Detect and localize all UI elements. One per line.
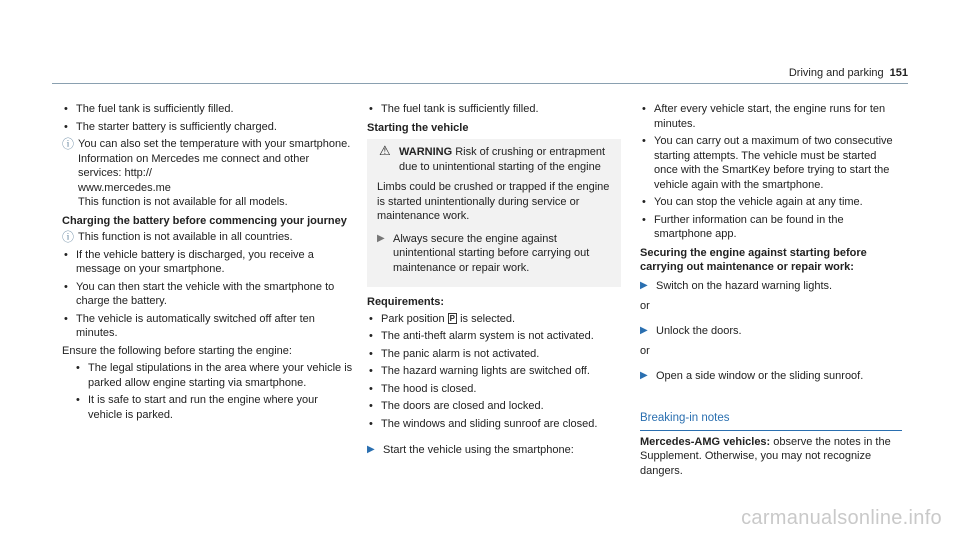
- list-item: • The anti-theft alarm system is not activated.: [367, 329, 621, 344]
- amg-note: [640, 435, 902, 479]
- step-text: Switch on the hazard warning lights.: [656, 279, 833, 292]
- column-1: [62, 102, 354, 425]
- column-2: [367, 102, 621, 462]
- triangle-right-icon: ▶: [640, 279, 648, 291]
- triangle-right-icon: ▶: [367, 444, 375, 455]
- heading-starting: Starting the vehicle: [367, 121, 469, 134]
- list-item: • The starter battery is sufficiently charged.: [62, 120, 354, 135]
- step-window: [640, 369, 902, 384]
- list-item: • The panic alarm is not activated.: [367, 347, 621, 362]
- page-number: 151: [889, 67, 908, 79]
- section-name: Driving and parking: [788, 67, 884, 79]
- or-text: or: [640, 345, 650, 357]
- list-item: • The vehicle is automatically switched off after ten minutes.: [62, 312, 354, 341]
- requirements-heading: Requirements:: [367, 296, 445, 308]
- list-item: • The hood is closed.: [367, 382, 621, 397]
- list-item: • If the vehicle battery is discharged, you receive a message on your smartphone.: [62, 248, 354, 277]
- park-suffix: is selected.: [460, 312, 516, 325]
- triangle-right-icon: ▶: [377, 232, 385, 244]
- triangle-right-icon: ▶: [640, 324, 648, 336]
- list-item: • The fuel tank is sufficiently filled.: [367, 102, 621, 117]
- note-availability: [62, 230, 354, 245]
- heading-charging: Charging the battery before commencing your journey: [62, 214, 347, 227]
- list-item: • It is safe to start and run the engine where your vehicle is parked.: [74, 393, 354, 422]
- step-unlock: [640, 324, 902, 339]
- heading-securing: Securing the engine against starting before carrying out maintenance or repair work:: [640, 246, 867, 273]
- info-icon: ⓘ: [62, 137, 75, 151]
- warning-title: [377, 145, 611, 174]
- park-prefix: Park position: [381, 312, 445, 325]
- amg-text: observe the notes in the Supplement. Otherwise, you may not recognize dangers.: [640, 435, 891, 477]
- watermark: carmanualsonline.info: [741, 506, 942, 529]
- list-item: • The legal stipulations in the area where your vehicle is parked allow engine starting via smartphone.: [74, 361, 354, 390]
- note-tail: This function is not available for all models.: [78, 196, 288, 208]
- section-title-breaking-in: Breaking-in notes: [640, 411, 902, 431]
- note-temperature: [62, 137, 354, 210]
- list-item: • The windows and sliding sunroof are closed.: [367, 417, 621, 432]
- ensure-text: Ensure the following before starting the engine:: [62, 344, 292, 357]
- triangle-right-icon: ▶: [640, 369, 648, 381]
- step-start-vehicle: [367, 443, 621, 458]
- header-rule: [52, 83, 908, 84]
- step-hazard: [640, 279, 902, 294]
- list-item: [367, 312, 621, 327]
- step-text: Unlock the doors.: [656, 324, 742, 337]
- note-text: This function is not available in all countries.: [78, 231, 293, 243]
- or-text: or: [640, 300, 650, 312]
- list-item: • The doors are closed and locked.: [367, 399, 621, 414]
- list-item: • After every vehicle start, the engine runs for ten minutes.: [640, 102, 902, 131]
- list-item: • The hazard warning lights are switched off.: [367, 364, 621, 379]
- warning-step: [377, 232, 611, 276]
- step-text: Open a side window or the sliding sunroof.: [656, 369, 864, 382]
- note-text: You can also set the temperature with your smartphone. Information on Mercedes me connect and other services: http://: [78, 138, 351, 179]
- warning-box: [367, 139, 621, 287]
- park-symbol: P: [449, 313, 455, 323]
- warning-body: Limbs could be crushed or trapped if the engine is started unintentionally during service or maintenance work.: [377, 181, 610, 222]
- list-item: • You can then start the vehicle with the smartphone to charge the battery.: [62, 280, 354, 309]
- warning-triangle-icon: ⚠: [379, 143, 391, 158]
- list-item: • You can stop the vehicle again at any time.: [640, 195, 902, 210]
- amg-bold: Mercedes-AMG vehicles:: [640, 435, 771, 448]
- list-item: • The fuel tank is sufficiently filled.: [62, 102, 354, 117]
- column-3: [640, 102, 902, 481]
- note-url: www.mercedes.me: [78, 181, 171, 194]
- list-item: • You can carry out a maximum of two consecutive starting attempts. The vehicle must be started once with the SmartKey before trying to start the vehicle again with the smartphone.: [640, 134, 902, 192]
- step-text: Always secure the engine against unintentional starting before carrying out maintenance or repair work.: [393, 232, 590, 274]
- step-text: Start the vehicle using the smartphone:: [383, 444, 574, 456]
- running-head: [789, 66, 908, 81]
- info-icon: ⓘ: [62, 230, 75, 244]
- warning-label: WARNING: [399, 146, 453, 158]
- warning-title-text: Risk of crushing or entrapment due to unintentional starting of the engine: [399, 146, 606, 173]
- list-item: • Further information can be found in the smartphone app.: [640, 213, 902, 242]
